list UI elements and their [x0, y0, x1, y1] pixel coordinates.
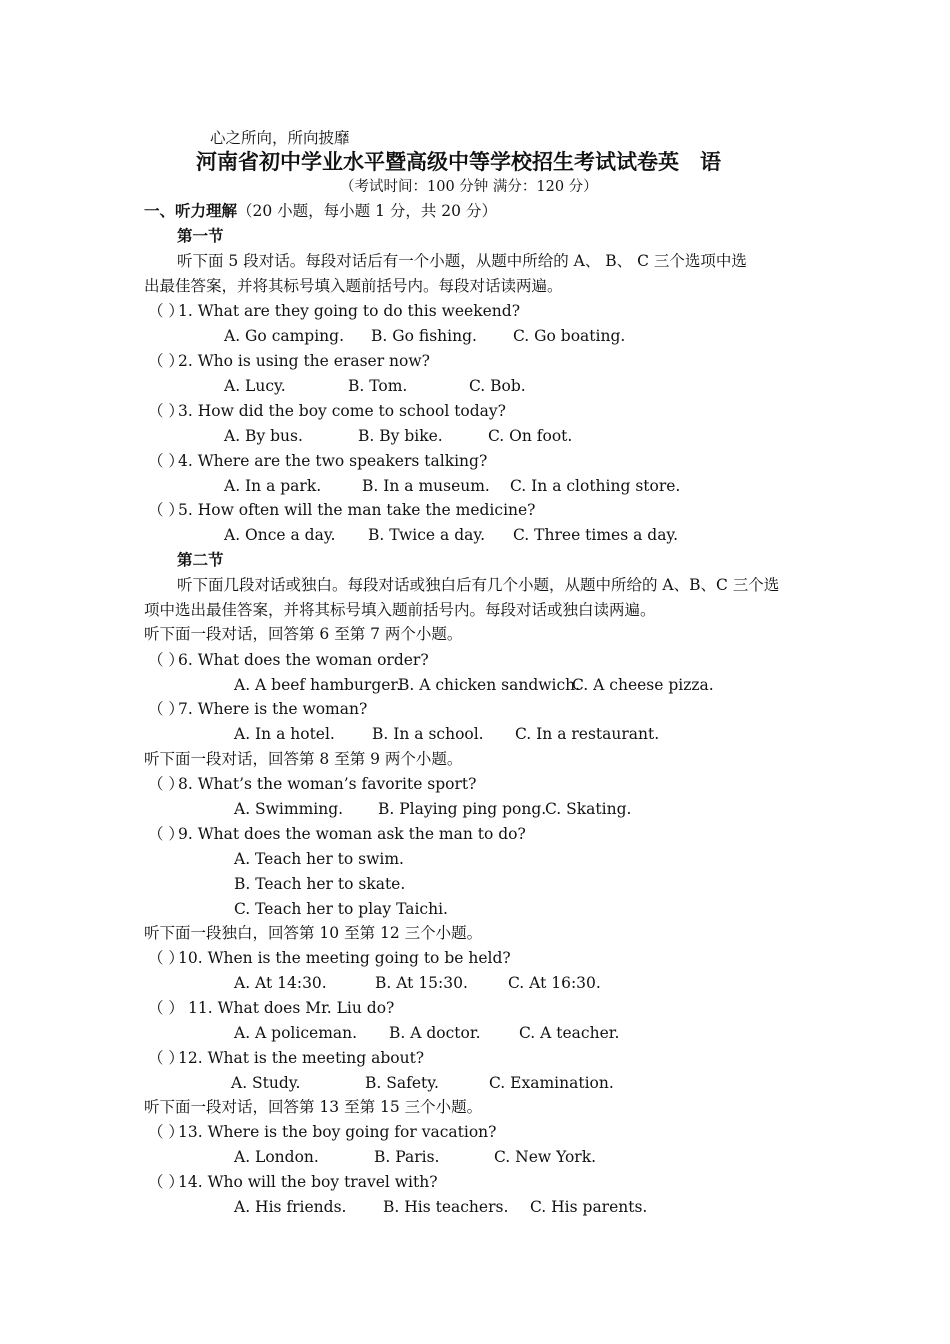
- question-text: 1. What are they going to do this weekend?: [178, 302, 520, 320]
- q2-option-b: B. Tom.: [348, 377, 408, 395]
- exam-title: 河南省初中学业水平暨高级中等学校招生考试试卷英 语: [196, 150, 721, 174]
- answer-bracket[interactable]: （ ）: [148, 949, 184, 967]
- question-text: 3. How did the boy come to school today?: [178, 402, 506, 420]
- section1-title: 第一节: [177, 226, 224, 245]
- q11-option-a: A. A policeman.: [234, 1024, 358, 1042]
- question-text: 10. When is the meeting going to be held?: [178, 949, 511, 967]
- group-instruction-3: 听下面一段独白，回答第 10 至第 12 三个小题。: [144, 924, 483, 942]
- part1-heading-note: （20 小题，每小题 1 分，共 20 分）: [237, 202, 497, 220]
- q1-option-c: C. Go boating.: [513, 327, 626, 345]
- q7-option-a: A. In a hotel.: [234, 725, 335, 743]
- q8-option-a: A. Swimming.: [234, 800, 344, 818]
- q10-option-b: B. At 15:30.: [375, 974, 468, 992]
- q6-option-c: C. A cheese pizza.: [572, 676, 714, 694]
- question-4: [148, 451, 487, 471]
- answer-bracket[interactable]: （ ）: [148, 501, 184, 519]
- section1-instructions-line2: 出最佳答案，并将其标号填入题前括号内。每段对话读两遍。: [144, 277, 563, 295]
- q12-option-b: B. Safety.: [365, 1074, 439, 1092]
- q9-option-c: C. Teach her to play Taichi.: [234, 900, 448, 918]
- q14-option-b: B. His teachers.: [383, 1198, 509, 1216]
- question-text: 7. Where is the woman?: [178, 700, 368, 718]
- exam-subtitle: （考试时间：100 分钟 满分：120 分）: [340, 179, 598, 195]
- answer-bracket[interactable]: （ ）: [148, 700, 184, 718]
- answer-bracket[interactable]: （ ）: [148, 775, 184, 793]
- question-8: [148, 774, 476, 794]
- section2-title: 第二节: [177, 550, 224, 569]
- group-instruction-1: 听下面一段对话，回答第 6 至第 7 两个小题。: [144, 625, 463, 643]
- q5-option-b: B. Twice a day.: [368, 526, 485, 544]
- answer-bracket[interactable]: （ ）: [148, 651, 184, 669]
- q9-option-b: B. Teach her to skate.: [234, 875, 406, 893]
- answer-bracket[interactable]: （ ）: [148, 825, 184, 843]
- q14-option-c: C. His parents.: [530, 1198, 648, 1216]
- question-7: [148, 699, 367, 719]
- answer-bracket[interactable]: （ ）: [148, 1173, 184, 1191]
- q12-option-a: A. Study.: [231, 1074, 301, 1092]
- q1-option-b: B. Go fishing.: [371, 327, 477, 345]
- q10-option-c: C. At 16:30.: [508, 974, 601, 992]
- answer-bracket[interactable]: （ ）: [148, 452, 184, 470]
- answer-bracket[interactable]: （ ）: [148, 402, 184, 420]
- q14-option-a: A. His friends.: [234, 1198, 347, 1216]
- question-text: 11. What does Mr. Liu do?: [188, 999, 395, 1017]
- group-instruction-4: 听下面一段对话，回答第 13 至第 15 三个小题。: [144, 1098, 483, 1116]
- q6-option-a: A. A beef hamburger.: [234, 676, 402, 694]
- q13-option-c: C. New York.: [494, 1148, 597, 1166]
- q9-option-a: A. Teach her to swim.: [234, 850, 404, 868]
- answer-bracket[interactable]: （ ）: [148, 302, 184, 320]
- q5-option-c: C. Three times a day.: [513, 526, 679, 544]
- q2-option-c: C. Bob.: [469, 377, 526, 395]
- question-13: [148, 1122, 496, 1142]
- section2-instructions-line1: 听下面几段对话或独白。每段对话或独白后有几个小题，从题中所给的 A、B、C 三个选: [177, 576, 780, 594]
- q11-option-c: C. A teacher.: [519, 1024, 620, 1042]
- question-text: 8. What’s the woman’s favorite sport?: [178, 775, 477, 793]
- answer-bracket[interactable]: （ ）: [148, 1049, 184, 1067]
- q2-option-a: A. Lucy.: [224, 377, 286, 395]
- q7-option-c: C. In a restaurant.: [515, 725, 660, 743]
- question-5: [148, 500, 536, 520]
- question-text: 14. Who will the boy travel with?: [178, 1173, 438, 1191]
- q4-option-a: A. In a park.: [224, 477, 322, 495]
- part1-heading-title: 一、听力理解: [144, 201, 238, 220]
- question-10: [148, 948, 511, 968]
- q4-option-c: C. In a clothing store.: [510, 477, 681, 495]
- question-text: 13. Where is the boy going for vacation?: [178, 1123, 497, 1141]
- q12-option-c: C. Examination.: [489, 1074, 614, 1092]
- q8-option-b: B. Playing ping pong.: [378, 800, 547, 818]
- answer-bracket[interactable]: （ ）: [148, 352, 184, 370]
- q8-option-c: C. Skating.: [545, 800, 632, 818]
- answer-bracket[interactable]: （ ）: [148, 999, 184, 1017]
- question-text: 9. What does the woman ask the man to do?: [178, 825, 526, 843]
- q11-option-b: B. A doctor.: [389, 1024, 481, 1042]
- answer-bracket[interactable]: （ ）: [148, 1123, 184, 1141]
- question-text: 5. How often will the man take the medicine?: [178, 501, 536, 519]
- section1-instructions-line1: 听下面 5 段对话。每段对话后有一个小题，从题中所给的 A、 B、 C 三个选项中选: [177, 252, 747, 270]
- q3-option-c: C. On foot.: [488, 427, 573, 445]
- motto: 心之所向，所向披靡: [210, 129, 350, 147]
- q3-option-a: A. By bus.: [224, 427, 303, 445]
- q3-option-b: B. By bike.: [358, 427, 443, 445]
- question-11: [148, 998, 394, 1018]
- group-instruction-2: 听下面一段对话，回答第 8 至第 9 两个小题。: [144, 750, 463, 768]
- question-text: 12. What is the meeting about?: [178, 1049, 425, 1067]
- question-3: [148, 401, 506, 421]
- q4-option-b: B. In a museum.: [362, 477, 490, 495]
- question-14: [148, 1172, 438, 1192]
- question-2: [148, 351, 430, 371]
- q1-option-a: A. Go camping.: [224, 327, 345, 345]
- q5-option-a: A. Once a day.: [224, 526, 336, 544]
- question-text: 4. Where are the two speakers talking?: [178, 452, 488, 470]
- q6-option-b: B. A chicken sandwich.: [398, 676, 581, 694]
- q7-option-b: B. In a school.: [372, 725, 484, 743]
- question-9: [148, 824, 526, 844]
- question-text: 2. Who is using the eraser now?: [178, 352, 430, 370]
- question-1: [148, 301, 520, 321]
- question-text: 6. What does the woman order?: [178, 651, 429, 669]
- part1-heading: [144, 201, 497, 221]
- q13-option-b: B. Paris.: [374, 1148, 440, 1166]
- question-12: [148, 1048, 424, 1068]
- section2-instructions-line2: 项中选出最佳答案，并将其标号填入题前括号内。每段对话或独白读两遍。: [144, 601, 656, 619]
- question-6: [148, 650, 429, 670]
- q10-option-a: A. At 14:30.: [234, 974, 327, 992]
- q13-option-a: A. London.: [234, 1148, 319, 1166]
